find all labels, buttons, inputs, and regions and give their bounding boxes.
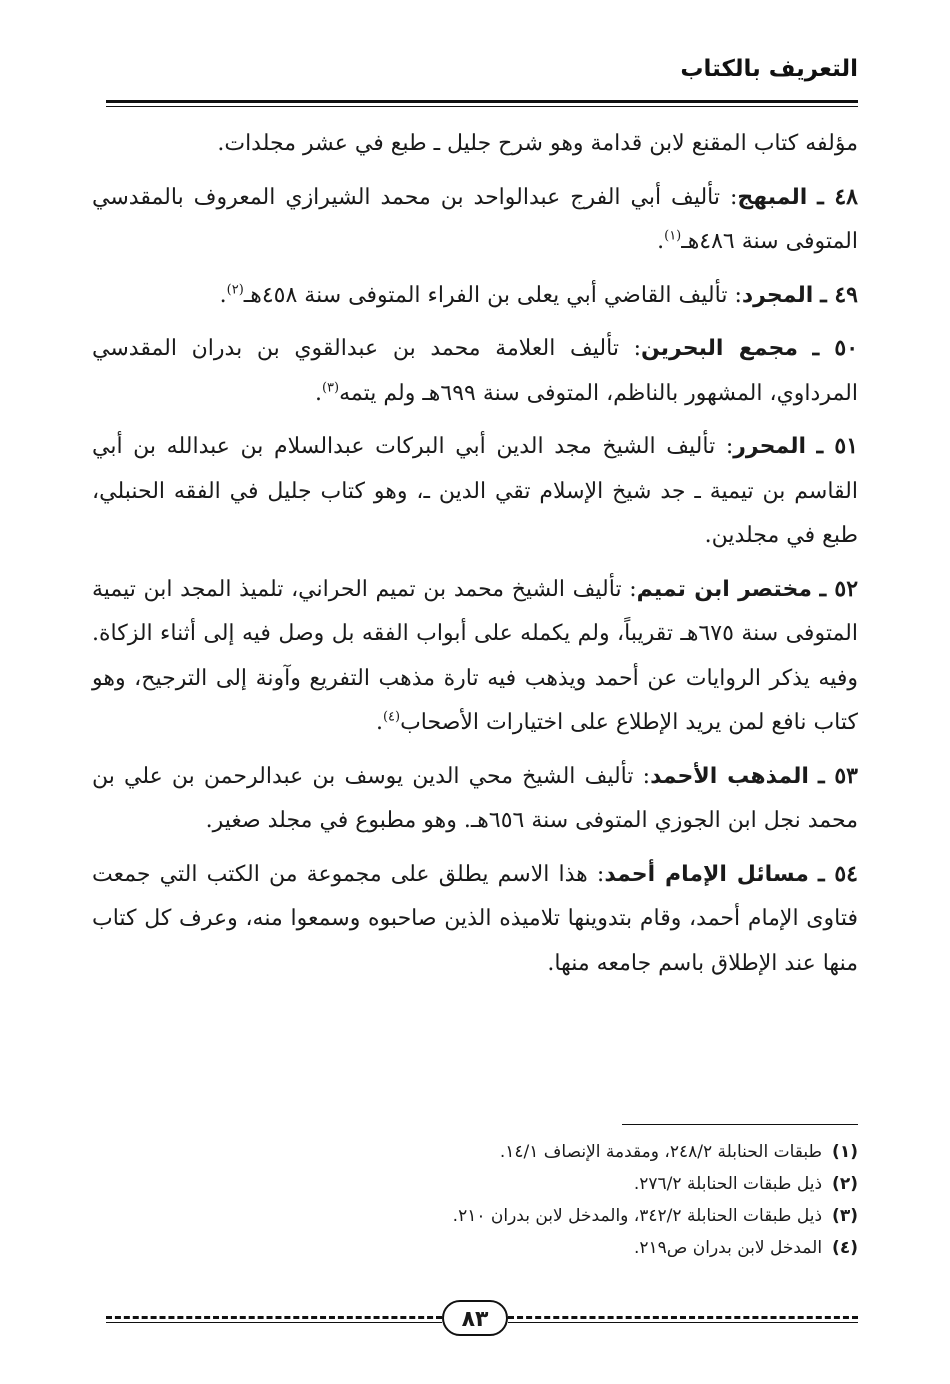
entry-term: المبهج <box>737 184 808 210</box>
entry-number: ٤٩ ـ <box>820 281 858 308</box>
footnote-mark: (٣) <box>832 1206 858 1226</box>
entry-number: ٥٠ ـ <box>812 335 859 361</box>
entry-term: المحرر <box>733 434 807 459</box>
entry-54 <box>92 852 858 987</box>
footnote-ref[interactable]: (٢) <box>226 282 244 298</box>
footnote-1 <box>98 1136 858 1168</box>
entry-end: . <box>314 380 322 406</box>
footnote-2 <box>98 1168 858 1200</box>
footnote-separator <box>622 1124 858 1125</box>
entry-number: ٥٣ ـ <box>818 762 858 789</box>
entry-number: ٥٤ ـ <box>818 860 858 887</box>
footnote-ref[interactable]: (٣) <box>321 380 340 396</box>
entry-48 <box>92 175 858 265</box>
footnote-text: طبقات الحنابلة ٢٤٨/٢، ومقدمة الإنصاف ١٤/١. <box>499 1142 823 1162</box>
entry-text: : تأليف الشيخ محمد بن تميم الحراني، تلميذ المجد ابن تيمية المتوفى سنة ٦٧٥هـ تقريباً، ولم يكمله على أبواب الفقه بل وصل فيه إلى أثناء الزكاة. وفيه يذكر الروايات عن أحمد ويذهب فيه تارة مذهب التفريع وآونة إلى الترجيح، وهو كتاب نافع لمن يريد الإطلاع على اختيارات الأصحاب <box>92 576 858 735</box>
entry-number: ٥١ ـ <box>816 433 859 459</box>
entry-49 <box>92 273 858 319</box>
footnote-text: ذيل طبقات الحنابلة ٣٤٢/٢، والمدخل لابن بدران ٢١٠. <box>452 1206 823 1226</box>
entry-term: مسائل الإمام أحمد <box>604 861 809 887</box>
footnote-text: المدخل لابن بدران ص٢١٩. <box>633 1238 823 1258</box>
entry-text: : تأليف العلامة محمد بن عبدالقوي بن بدران المقدسي المرداوي، المشهور بالناظم، المتوفى سنة ٦٩٩هـ ولم يتمه <box>92 336 858 406</box>
entry-text: : هذا الاسم يطلق على مجموعة من الكتب التي جمعت فتاوى الإمام أحمد، وقام بتدوينها تلاميذه الذين صاحبوه وسمعوا منه، وعرف كل كتاب منها عند الإطلاق باسم جامعه منها. <box>92 861 858 976</box>
entry-term: مجمع البحرين <box>641 336 798 361</box>
entry-50 <box>92 326 858 416</box>
footnote-mark: (١) <box>832 1142 858 1162</box>
entry-text: : تأليف الشيخ محي الدين يوسف بن عبدالرحمن بن علي بن محمد نجل ابن الجوزي المتوفى سنة ٦٥٦هـ. وهو مطبوع في مجلد صغير. <box>92 763 858 833</box>
body-text <box>92 122 858 994</box>
footer-rule-thin-right <box>508 1322 858 1323</box>
entry-text: : تأليف القاضي أبي يعلى بن الفراء المتوفى سنة ٤٥٨هـ <box>243 282 742 308</box>
entry-term: المجرد <box>741 282 814 308</box>
footer-rule-thin-left <box>106 1322 442 1323</box>
footnote-text: ذيل طبقات الحنابلة ٢٧٦/٢. <box>633 1174 823 1194</box>
entry-52 <box>92 567 858 746</box>
header-rule-thick <box>106 100 858 103</box>
footnote-mark: (٢) <box>832 1174 858 1194</box>
entry-53 <box>92 754 858 844</box>
footnote-ref[interactable]: (٤) <box>382 709 401 725</box>
entry-term: مختصر ابن تميم <box>636 576 812 602</box>
header-rule-thin <box>106 106 858 107</box>
entry-end: . <box>219 282 227 308</box>
footnote-4 <box>98 1232 858 1264</box>
entry-51 <box>92 424 858 559</box>
footnote-3 <box>98 1200 858 1232</box>
entry-end: . <box>657 229 665 254</box>
footnotes <box>98 1136 858 1264</box>
entry-text: : تأليف الشيخ مجد الدين أبي البركات عبدالسلام بن عبدالله بن أبي القاسم بن تيمية ـ جد شيخ الإسلام تقي الدين ـ، وهو كتاب جليل في الفقه الحنبلي، طبع في مجلدين. <box>92 434 858 548</box>
footnote-ref[interactable]: (١) <box>664 228 682 244</box>
entry-term: المذهب الأحمد <box>650 763 809 789</box>
continuation-paragraph: مؤلفه كتاب المقنع لابن قدامة وهو شرح جليل ـ طبع في عشر مجلدات. <box>217 131 858 156</box>
footnote-mark: (٤) <box>832 1238 858 1258</box>
page-number: ٨٣ <box>442 1300 508 1336</box>
entry-number: ٥٢ ـ <box>819 575 859 602</box>
entry-end: . <box>375 710 383 735</box>
footer-rule-dashed-right <box>508 1316 858 1319</box>
entry-text: : تأليف أبي الفرج عبدالواحد بن محمد الشيرازي المعروف بالمقدسي المتوفى سنة ٤٨٦هـ <box>92 184 858 254</box>
running-head: التعريف بالكتاب <box>680 56 858 82</box>
entry-number: ٤٨ ـ <box>817 183 858 210</box>
footer-rule-dashed-left <box>106 1316 442 1319</box>
